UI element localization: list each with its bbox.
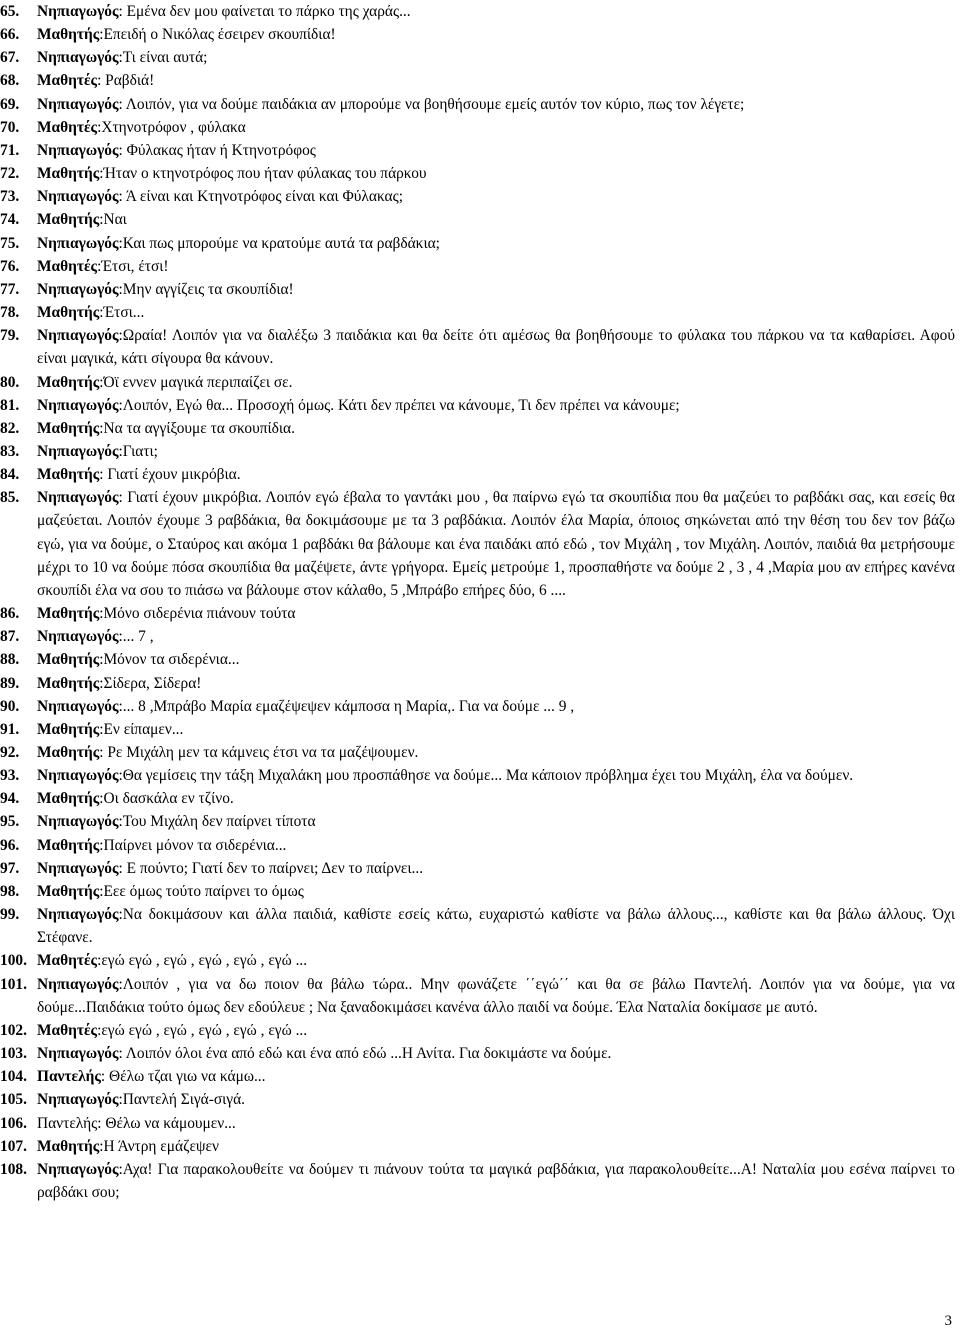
utterance-text: : Εμένα δεν μου φαίνεται το πάρκο της χαράς...: [118, 3, 411, 20]
speaker-label: Μαθητής: [37, 1137, 100, 1155]
transcript-line: [0, 440, 955, 463]
transcript-line: [0, 1042, 955, 1065]
transcript-line: [0, 93, 955, 116]
speaker-label: Νηπιαγωγός: [37, 188, 119, 206]
line-number: 80.: [0, 373, 20, 391]
transcript-line: [0, 255, 955, 278]
transcript-line: [0, 417, 955, 440]
line-number: 76.: [0, 257, 20, 275]
speaker-label: Νηπιαγωγός: [37, 1160, 119, 1178]
utterance-text: :Όϊ εννεν μαγικά περιπαίζει σε.: [99, 373, 293, 391]
line-number: 74.: [0, 211, 20, 229]
utterance-text: :Και πως μπορούμε να κρατούμε αυτά τα ραβδάκια;: [118, 234, 440, 252]
transcript-line: [0, 625, 955, 648]
utterance-text: :Εεε όμως τούτο παίρνει το όμως: [99, 882, 304, 900]
utterance-text: :Να δοκιμάσουν και άλλα παιδιά, καθίστε εσείς κάτω, ευχαριστώ καθίστε να βάλω άλλους..., καθίστε και θα βάλω άλλους. Όχι Στέφανε.: [37, 906, 955, 947]
speaker-label: Μαθητής: [37, 466, 100, 484]
speaker-label: Μαθητής: [37, 211, 100, 229]
speaker-label: Μαθητής: [37, 674, 100, 692]
line-number: 91.: [0, 720, 20, 738]
line-number: 88.: [0, 651, 20, 669]
utterance-text: :Τι είναι αυτά;: [118, 49, 208, 67]
speaker-label: Νηπιαγωγός: [37, 141, 119, 159]
transcript-line: [0, 1158, 955, 1204]
utterance-text: : Ά είναι και Κτηνοτρόφος είναι και Φύλακας;: [118, 188, 403, 206]
line-number: 100.: [0, 952, 27, 970]
transcript-line: [0, 648, 955, 671]
line-number: 75.: [0, 234, 20, 252]
transcript-line: [0, 278, 955, 301]
line-number: 97.: [0, 859, 20, 877]
line-number: 73.: [0, 188, 20, 206]
utterance-text: :Λοιπόν, Εγώ θα... Προσοχή όμως. Κάτι δεν πρέπει να κάνουμε, Τι δεν πρέπει να κάνουμε;: [118, 396, 680, 414]
speaker-label: Νηπιαγωγός: [37, 95, 119, 113]
speaker-label: Μαθητής: [37, 720, 100, 738]
speaker-label: Μαθητής: [37, 304, 100, 322]
speaker-label: Μαθητής: [37, 651, 100, 669]
speaker-label: Νηπιαγωγός: [37, 489, 119, 507]
speaker-label: Νηπιαγωγός: [37, 767, 119, 785]
speaker-label: Μαθητής: [37, 744, 100, 761]
transcript-line: [0, 602, 955, 625]
transcript-line: [0, 324, 955, 370]
speaker-label: Νηπιαγωγός: [37, 628, 119, 646]
speaker-label: Μαθητής: [37, 165, 100, 183]
transcript-line: [0, 23, 955, 46]
utterance-text: :Έτσι, έτσι!: [97, 257, 169, 275]
line-number: 102.: [0, 1021, 27, 1039]
speaker-label: Νηπιαγωγός: [37, 906, 119, 924]
transcript-line: [0, 116, 955, 139]
line-number: 96.: [0, 836, 20, 854]
transcript-line: [0, 741, 955, 764]
utterance-text: :Ήταν ο κτηνοτρόφος που ήταν φύλακας του πάρκου: [99, 165, 427, 183]
utterance-text: :Παίρνει μόνον τα σιδερένια...: [99, 836, 287, 854]
page-number: 3: [944, 1313, 952, 1329]
transcript-line: [0, 208, 955, 231]
transcript-line: [0, 1065, 955, 1088]
line-number: 106.: [0, 1114, 27, 1132]
line-number: 86.: [0, 605, 20, 623]
utterance-text: :Έτσι...: [99, 304, 145, 322]
utterance-text: : Ε πούντο; Γιατί δεν το παίρνει; Δεν το παίρνει...: [118, 859, 424, 877]
transcript-line: [0, 672, 955, 695]
utterance-text: :Να τα αγγίξουμε τα σκουπίδια.: [99, 419, 295, 437]
line-number: 98.: [0, 882, 20, 900]
line-number: 81.: [0, 396, 20, 414]
line-number: 82.: [0, 419, 20, 437]
line-number: 77.: [0, 280, 20, 298]
transcript-line: [0, 46, 955, 69]
utterance-text: : Ρε Μιχάλη μεν τα κάμνεις έτσι να τα μαζέψουμεν.: [99, 744, 419, 761]
speaker-label: Μαθητής: [37, 836, 100, 854]
line-number: 89.: [0, 674, 20, 692]
line-number: 78.: [0, 304, 20, 322]
line-number: 71.: [0, 141, 20, 159]
line-number: 79.: [0, 327, 20, 345]
speaker-label: Μαθητής: [37, 790, 100, 808]
line-number: 105.: [0, 1091, 27, 1109]
line-number: 103.: [0, 1045, 27, 1063]
line-number: 84.: [0, 466, 20, 484]
transcript-line: [0, 162, 955, 185]
line-number: 95.: [0, 813, 20, 831]
speaker-label: Νηπιαγωγός: [37, 396, 119, 414]
utterance-text: :Οι δασκάλα εν τζίνο.: [99, 790, 234, 808]
speaker-label: Νηπιαγωγός: [37, 3, 119, 20]
transcript-line: [0, 834, 955, 857]
line-number: 99.: [0, 906, 20, 924]
transcript-line: [0, 1019, 955, 1042]
utterance-text: : Λοιπόν όλοι ένα από εδώ και ένα από εδώ ...Η Ανίτα. Για δοκιμάστε να δούμε.: [118, 1045, 612, 1063]
speaker-label: Μαθητές: [37, 1021, 98, 1039]
transcript-line: [0, 764, 955, 787]
transcript-line: [0, 185, 955, 208]
speaker-label: Νηπιαγωγός: [37, 813, 119, 831]
utterance-text: :Ωραία! Λοιπόν για να διαλέξω 3 παιδάκια και θα δείτε ότι αμέσως θα βοηθήσουμε το φύλακα του πάρκου να τα καθαρίσει. Αφού είναι μαγικά, κάτι σίγουρα θα κάνουν.: [37, 327, 955, 368]
speaker-label: Νηπιαγωγός: [37, 1045, 119, 1063]
line-number: 92.: [0, 744, 20, 761]
speaker-label: Νηπιαγωγός: [37, 280, 119, 298]
transcript-line: [0, 810, 955, 833]
speaker-label: Νηπιαγωγός: [37, 697, 119, 715]
utterance-text: :Σίδερα, Σίδερα!: [99, 674, 202, 692]
transcript-line: [0, 463, 955, 486]
utterance-text: :Επειδή ο Νικόλας έσειρεν σκουπίδια!: [99, 26, 336, 44]
utterance-text: :Παντελή Σιγά-σιγά.: [118, 1091, 246, 1109]
transcript-line: [0, 718, 955, 741]
utterance-text: :Μόνον τα σιδερένια...: [99, 651, 240, 669]
utterance-text: : Γιατί έχουν μικρόβια. Λοιπόν εγώ έβαλα το γαντάκι μου , θα παίρνω εγώ τα σκουπίδια που θα μαζεύει το ραβδάκι σας, και εσείς θα μαζεύεται. Λοιπόν έχουμε 3 ραβδάκια, θα δοκιμάσουμε με τα 3 ραβδάκια. Λοιπόν έλα Μαρία, όποιος σηκώνεται από την θέση του δεν τον βάζω εγώ, για να δούμε, ο Σταύρος και ακόμα 1 ραβδάκι θα βάλουμε και ένα παιδάκι από εδώ , τον Μιχάλη , τον Μιχάλη. Λοιπόν, παιδιά θα μετρήσουμε μέχρι το 10 να δούμε πόσα σκουπίδια θα μαζέψετε, άντε γρήγορα. Εμείς μετρούμε 1, προσπαθήστε να δούμε 2 , 3 , 4 ,Μαρία μου αν επήρες κανένα σκουπίδι έλα να σου το πιάσω να βάλουμε στον κάλαθο, 5 ,Μπράβο επήρες δύο, 6 ....: [37, 489, 955, 599]
utterance-text: :... 8 ,Μπράβο Μαρία εμαζέψεψεν κάμποσα η Μαρία,. Για να δούμε ... 9 ,: [118, 697, 575, 715]
transcript-line: [0, 486, 955, 602]
utterance-text: :Λοιπόν , για να δω ποιον θα βάλω τώρα.. Μην φωνάζετε ΄΄εγώ΄΄ και θα σε βάλω Παντελή. Λοιπόν για να δούμε, για να δούμε...Παιδάκια τούτο όμως δεν εδούλευε ; Να ξαναδοκιμάσει κανένα άλλο παιδί να δούμε. Έλα Ναταλία δοκίμασε με αυτό.: [37, 975, 955, 1016]
line-number: 94.: [0, 790, 20, 808]
utterance-text: :Η Άντρη εμάζεψεν: [99, 1137, 219, 1155]
line-number: 108.: [0, 1160, 27, 1178]
utterance-text: :Μην αγγίζεις τα σκουπίδια!: [118, 280, 294, 298]
line-number: 85.: [0, 489, 20, 507]
line-number: 68.: [0, 72, 20, 90]
utterance-text: : Φύλακας ήταν ή Κτηνοτρόφος: [118, 141, 316, 159]
line-number: 69.: [0, 95, 20, 113]
utterance-text: Παντελής: Θέλω να κάμουμεν...: [37, 1114, 236, 1132]
utterance-text: :εγώ εγώ , εγώ , εγώ , εγώ , εγώ ...: [97, 952, 308, 970]
speaker-label: Παντελής: [37, 1068, 101, 1086]
line-number: 101.: [0, 975, 27, 993]
speaker-label: Νηπιαγωγός: [37, 327, 119, 345]
transcript-line: [0, 903, 955, 949]
transcript-line: [0, 69, 955, 92]
speaker-label: Μαθητές: [37, 72, 98, 90]
speaker-label: Μαθητής: [37, 419, 100, 437]
speaker-label: Μαθητής: [37, 373, 100, 391]
transcript-line: [0, 880, 955, 903]
speaker-label: Μαθητής: [37, 882, 100, 900]
utterance-text: : Θέλω τζαι γιω να κάμω...: [100, 1068, 266, 1086]
utterance-text: :Ναι: [99, 211, 127, 229]
line-number: 104.: [0, 1068, 27, 1086]
utterance-text: :Του Μιχάλη δεν παίρνει τίποτα: [118, 813, 316, 831]
transcript-line: [0, 1135, 955, 1158]
utterance-text: :Γιατι;: [118, 442, 158, 460]
line-number: 70.: [0, 118, 20, 136]
transcript-line: [0, 371, 955, 394]
utterance-text: :εγώ εγώ , εγώ , εγώ , εγώ , εγώ ...: [97, 1021, 308, 1039]
transcript-line: [0, 857, 955, 880]
speaker-label: Μαθητές: [37, 118, 98, 136]
utterance-text: : Λοιπόν, για να δούμε παιδάκια αν μπορούμε να βοηθήσουμε εμείς αυτόν τον κύριο, πως τον λέγετε;: [118, 95, 745, 113]
transcript-line: [0, 1088, 955, 1111]
transcript-line: [0, 301, 955, 324]
transcript-line: [0, 973, 955, 1019]
transcript-line: [0, 695, 955, 718]
utterance-text: :Χτηνοτρόφον , φύλακα: [97, 118, 246, 136]
line-number: 107.: [0, 1137, 27, 1155]
speaker-label: Μαθητές: [37, 952, 98, 970]
speaker-label: Νηπιαγωγός: [37, 49, 119, 67]
speaker-label: Νηπιαγωγός: [37, 975, 119, 993]
utterance-text: :Θα γεμίσεις την τάξη Μιχαλάκη μου προσπάθησε να δούμε... Μα κάποιον πρόβλημα έχει του Μιχάλη, έλα να δούμεν.: [118, 767, 854, 785]
speaker-label: Νηπιαγωγός: [37, 859, 119, 877]
speaker-label: Μαθητής: [37, 26, 100, 44]
line-number: 67.: [0, 49, 20, 67]
transcript-line: [0, 232, 955, 255]
transcript-line: [0, 0, 955, 23]
speaker-label: Νηπιαγωγός: [37, 234, 119, 252]
line-number: 93.: [0, 767, 20, 785]
utterance-text: : Ραβδιά!: [97, 72, 155, 90]
transcript-line: [0, 1112, 955, 1135]
transcript-line: [0, 139, 955, 162]
speaker-label: Νηπιαγωγός: [37, 1091, 119, 1109]
transcript-line: [0, 949, 955, 972]
speaker-label: Μαθητής: [37, 605, 100, 623]
line-number: 66.: [0, 26, 20, 44]
line-number: 90.: [0, 697, 20, 715]
utterance-text: :Αχα! Για παρακολουθείτε να δούμεν τι πιάνουν τούτα τα μαγικά ραβδάκια, για παρακολουθείτε...Α! Ναταλία μου εσένα παίρνει το ραβδάκι σου;: [37, 1160, 955, 1201]
utterance-text: :Εν είπαμεν...: [99, 720, 184, 738]
transcript-line: [0, 394, 955, 417]
speaker-label: Μαθητές: [37, 257, 98, 275]
speaker-label: Νηπιαγωγός: [37, 442, 119, 460]
utterance-text: :Μόνο σιδερένια πιάνουν τούτα: [99, 605, 296, 623]
utterance-text: : Γιατί έχουν μικρόβια.: [99, 466, 241, 484]
line-number: 72.: [0, 165, 20, 183]
line-number: 87.: [0, 628, 20, 646]
line-number: 83.: [0, 442, 20, 460]
transcript-line: [0, 787, 955, 810]
line-number: 65.: [0, 3, 20, 20]
utterance-text: :... 7 ,: [118, 628, 154, 646]
